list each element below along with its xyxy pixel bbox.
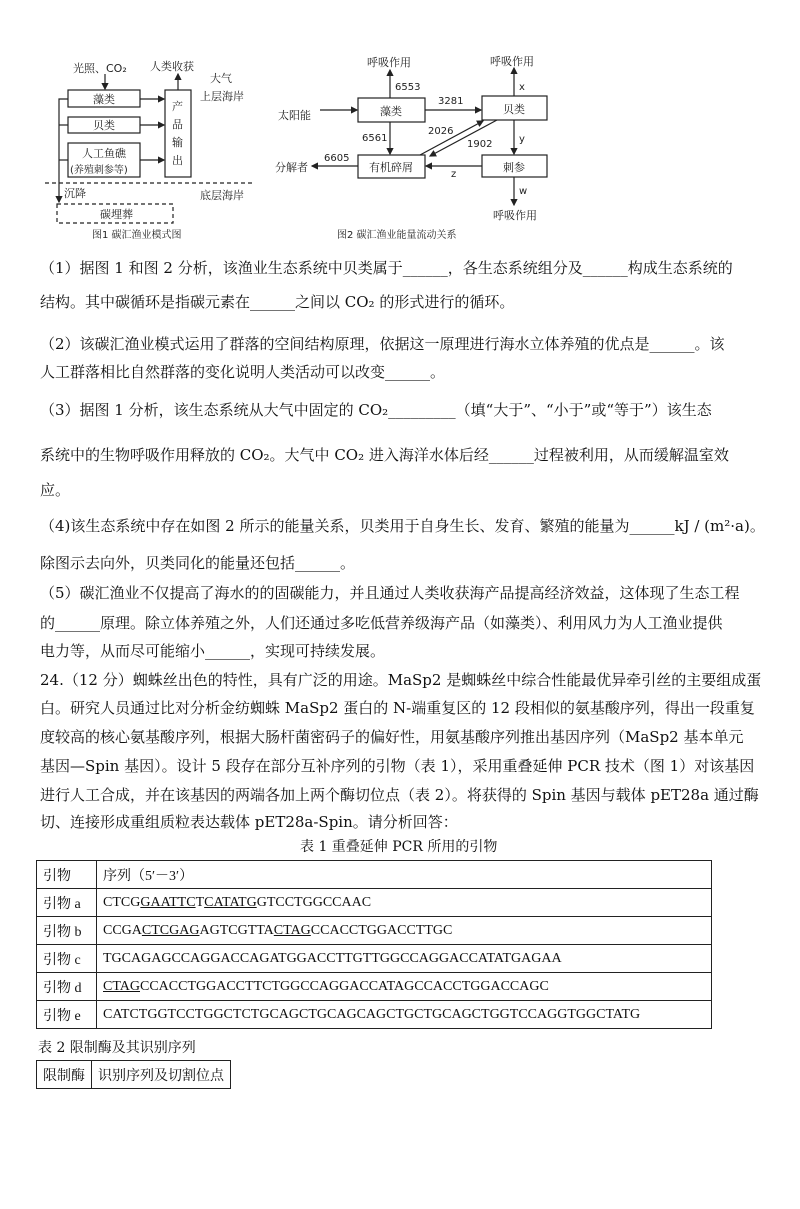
fig2-z-label: z <box>451 169 457 180</box>
fig2-value-6561: 6561 <box>362 133 388 144</box>
question-text-line: （4)该生态系统中存在如图 2 所示的能量关系，贝类用于自身生长、发育、繁殖的能量为______kJ / (m²·a)。 <box>40 517 765 535</box>
fig1-sink-label: 沉降 <box>64 187 86 200</box>
primer-table <box>36 860 712 1029</box>
question-text-line: 基因—Spin 基因）。设计 5 段存在部分互补序列的引物（表 1），采用重叠延伸 PCR 技术（图 1）对该基因 <box>40 757 755 775</box>
sequence-segment: TGCAGAGCCAGGACCAGATGGACCTTGTTGGCCAGGACCATATGAGAA <box>103 950 562 966</box>
fig2-algae-box: 藻类 <box>380 105 402 118</box>
restriction-enzyme-table <box>36 1060 231 1089</box>
fig2-x-label: x <box>519 82 525 93</box>
fig1-upper-label: 上层海岸 <box>200 90 244 103</box>
header-sequence: 序列（5′－3′） <box>97 861 712 889</box>
fig1-algae-box: 藻类 <box>93 93 115 106</box>
primer-sequence <box>97 973 712 1001</box>
fig2-decomposer-label: 分解者 <box>275 161 308 174</box>
fig1-caption: 图1 碳汇渔业模式图 <box>92 230 182 241</box>
question-text-line: 电力等，从而尽可能缩小______，实现可持续发展。 <box>40 642 386 660</box>
primer-name: 引物 c <box>37 945 97 973</box>
table-row <box>37 1001 712 1029</box>
header-enzyme: 限制酶 <box>37 1061 92 1089</box>
primer-sequence <box>97 945 712 973</box>
fig2-value-6553: 6553 <box>395 82 421 93</box>
sequence-segment: CTCG <box>103 894 141 910</box>
primer-sequence <box>97 1001 712 1029</box>
sequence-segment: CCGA <box>103 922 142 938</box>
question-text-line: 白。研究人员通过比对分析金纺蜘蛛 MaSp2 蛋白的 N-端重复区的 12 段相似的氨基酸序列，得出一段重复 <box>40 699 755 717</box>
table1-caption: 表 1 重叠延伸 PCR 所用的引物 <box>300 839 498 855</box>
sequence-segment: CATCTGGTCCTGGCTCTGCAGCTGCAGCAGCTGCTGCAGCTGGTCCAGGTGGCTATG <box>103 1006 641 1022</box>
header-recognition-site: 识别序列及切割位点 <box>92 1061 231 1089</box>
fig2-value-3281: 3281 <box>438 96 464 107</box>
fig1-burial-box: 碳埋葬 <box>100 208 133 221</box>
sequence-segment: T <box>195 894 205 910</box>
restriction-site-underlined: CTAG <box>273 922 311 938</box>
fig2-resp-label: 呼吸作用 <box>493 209 537 222</box>
question-text-line: 切、连接形成重组质粒表达载体 pET28a-Spin。请分析回答： <box>40 813 458 831</box>
question-text-line: 人工群落相比自然群落的变化说明人类活动可以改变______。 <box>40 363 446 381</box>
fig2-caption: 图2 碳汇渔业能量流动关系 <box>337 230 457 241</box>
sequence-segment: GTCCTGGCCAAC <box>256 894 372 910</box>
table-header-row <box>37 861 712 889</box>
table-header-row <box>37 1061 231 1089</box>
fig1-output-char: 产 <box>172 100 183 113</box>
restriction-site-underlined: GAATTC <box>140 894 196 910</box>
table2-caption: 表 2 限制酶及其识别序列 <box>38 1040 196 1056</box>
question-text-line: （1）据图 1 和图 2 分析，该渔业生态系统中贝类属于______，各生态系统组分及______构成生态系统的 <box>40 259 733 277</box>
primer-name: 引物 b <box>37 917 97 945</box>
question-text-line: 的______原理。除立体养殖之外，人们还通过多吃低营养级海产品（如藻类）、利用风力为人工渔业提供 <box>40 614 723 632</box>
sequence-segment: AGTCGTTA <box>199 922 274 938</box>
question-text-line: （5）碳汇渔业不仅提高了海水的的固碳能力，并且通过人类收获海产品提高经济效益，这体现了生态工程 <box>40 584 740 602</box>
restriction-site-underlined: CTCGAG <box>141 922 200 938</box>
figure-1-carbon-sink-model <box>0 0 800 250</box>
fig2-shellfish-box: 贝类 <box>503 103 525 116</box>
fig2-w-label: w <box>519 186 528 197</box>
fig1-output-char: 品 <box>172 118 183 131</box>
fig1-reef-label: 人工鱼礁 <box>82 147 126 160</box>
table-row <box>37 973 712 1001</box>
question-text-line: （2）该碳汇渔业模式运用了群落的空间结构原理，依据这一原理进行海水立体养殖的优点是______。该 <box>40 335 725 353</box>
sequence-segment: CCACCTGGACCTTGC <box>310 922 453 938</box>
fig1-atmosphere-label: 大气 <box>210 72 232 85</box>
fig1-output-char: 输 <box>172 136 183 149</box>
fig2-resp-label: 呼吸作用 <box>367 56 411 69</box>
primer-sequence <box>97 889 712 917</box>
question-text-line: 度较高的核心氨基酸序列，根据大肠杆菌密码子的偏好性，用氨基酸序列推出基因序列（MaSp2 基本单元 <box>40 728 744 746</box>
question-text-line: 进行人工合成，并在该基因的两端各加上两个酶切位点（表 2）。将获得的 Spin 基因与载体 pET28a 通过酶 <box>40 786 759 804</box>
fig2-value-1902: 1902 <box>467 139 493 150</box>
table-row <box>37 889 712 917</box>
fig2-sun-label: 太阳能 <box>278 109 311 122</box>
table-row <box>37 945 712 973</box>
fig1-shellfish-box: 贝类 <box>93 119 115 132</box>
fig1-harvest-label: 人类收获 <box>150 60 194 73</box>
fig2-y-label: y <box>519 134 525 145</box>
fig2-value-6605: 6605 <box>324 153 350 164</box>
question-text-line: 结构。其中碳循环是指碳元素在______之间以 CO₂ 的形式进行的循环。 <box>40 293 515 311</box>
fig1-input-label: 光照、CO₂ <box>73 62 127 75</box>
fig1-bottom-label: 底层海岸 <box>200 189 244 202</box>
question-text-line: （3）据图 1 分析，该生态系统从大气中固定的 CO₂_________（填“大于”、“小于”或“等于”）该生态 <box>40 401 712 419</box>
sequence-segment: CCACCTGGACCTTCTGGCCAGGACCATAGCCACCTGGACCAGC <box>140 978 549 994</box>
primer-name: 引物 e <box>37 1001 97 1029</box>
question-text-line: 应。 <box>40 481 71 499</box>
table-row <box>37 917 712 945</box>
restriction-site-underlined: CTAG <box>103 978 140 994</box>
header-primer: 引物 <box>37 861 97 889</box>
fig1-reef-sub-label: (养殖刺参等) <box>70 165 128 176</box>
question-text-line: 24.（12 分）蜘蛛丝出色的特性，具有广泛的用途。MaSp2 是蜘蛛丝中综合性能最优异牵引丝的主要组成蛋 <box>40 671 762 689</box>
fig2-detritus-box: 有机碎屑 <box>369 161 413 174</box>
question-text-line: 除图示去向外，贝类同化的能量还包括______。 <box>40 554 356 572</box>
primer-name: 引物 d <box>37 973 97 1001</box>
question-text-line: 系统中的生物呼吸作用释放的 CO₂。大气中 CO₂ 进入海洋水体后经______过程被利用，从而缓解温室效 <box>40 446 729 464</box>
fig2-resp-label: 呼吸作用 <box>490 55 534 68</box>
restriction-site-underlined: CATATG <box>204 894 257 910</box>
primer-sequence <box>97 917 712 945</box>
fig1-output-char: 出 <box>172 154 183 167</box>
fig2-seacucumber-box: 刺参 <box>503 161 525 174</box>
primer-name: 引物 a <box>37 889 97 917</box>
fig2-value-2026: 2026 <box>428 126 454 137</box>
